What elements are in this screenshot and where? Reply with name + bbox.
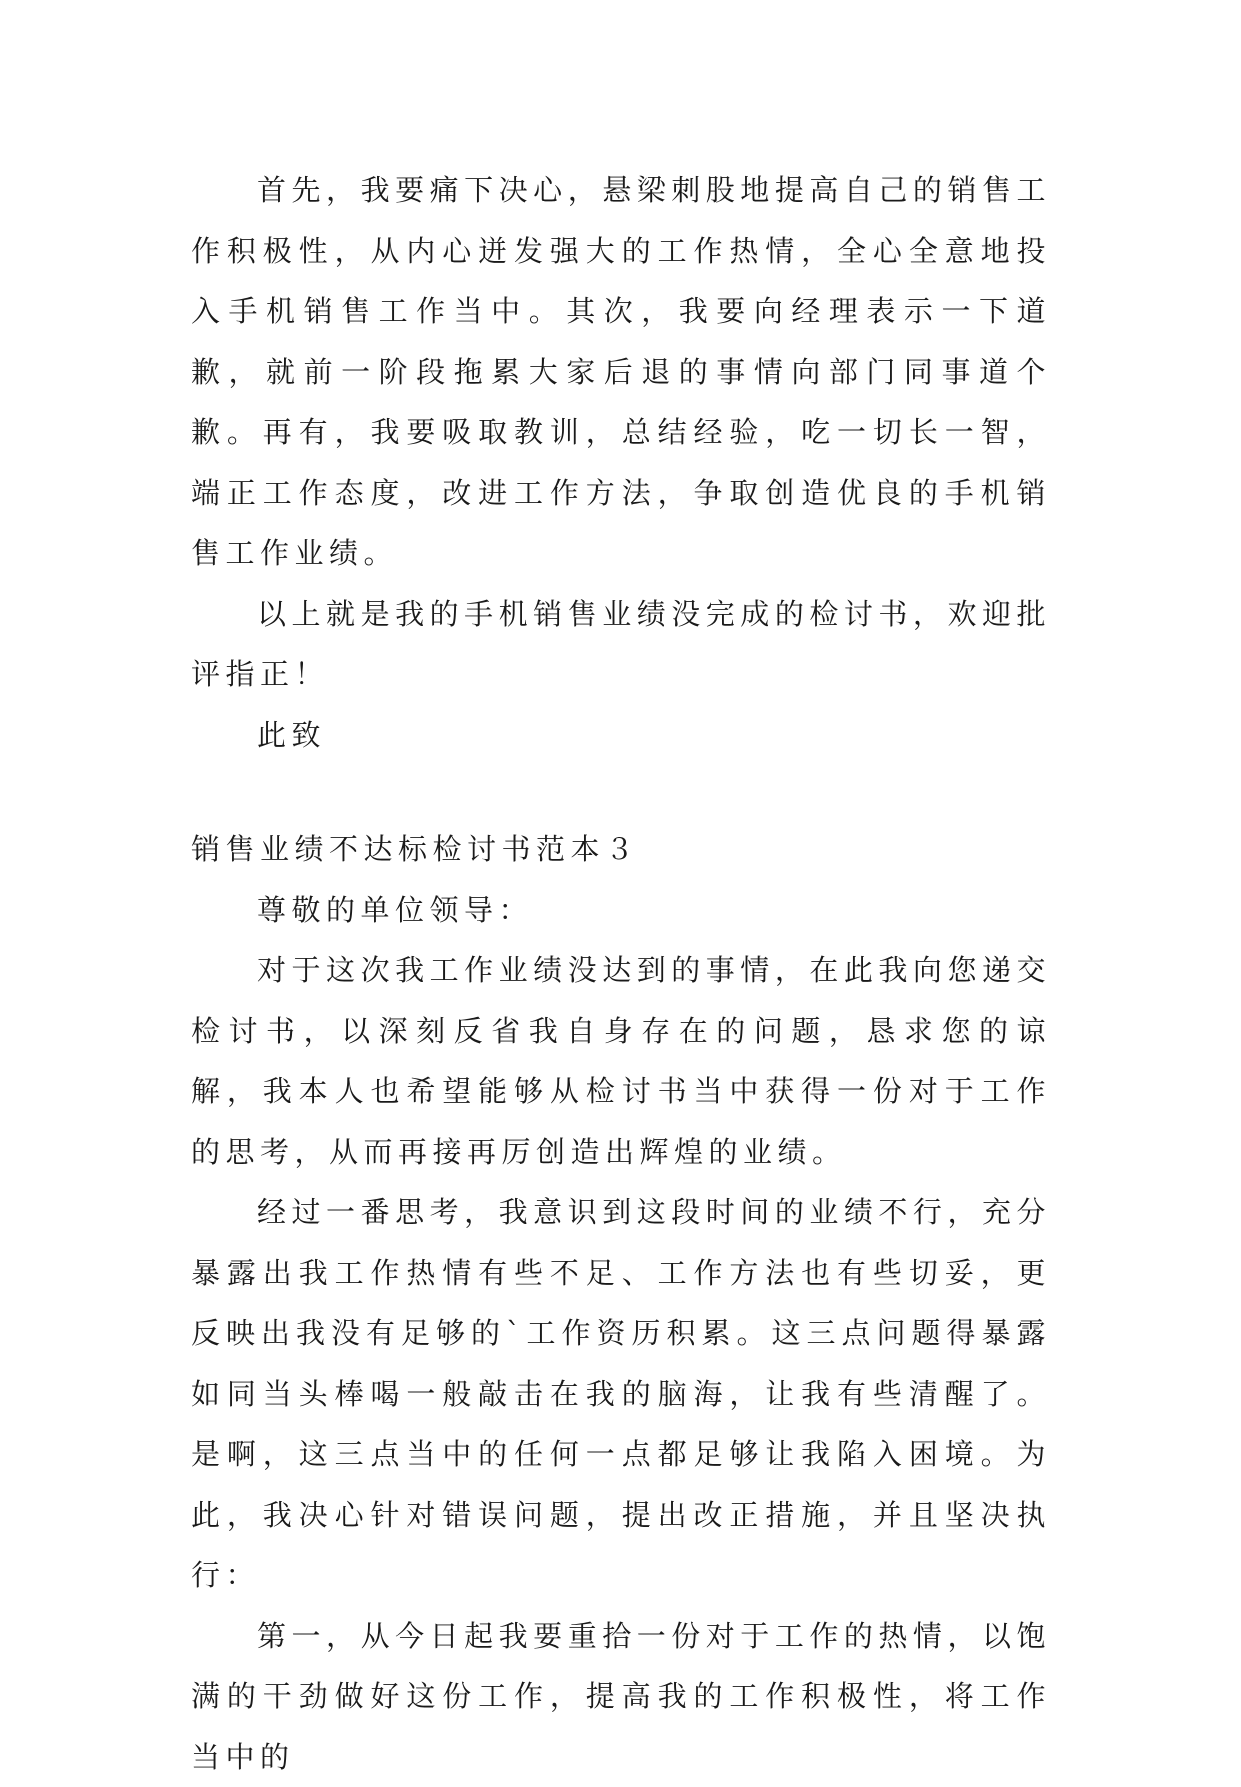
salutation: 尊敬的单位领导：	[191, 880, 1051, 941]
paragraph-first-measure: 第一，从今日起我要重拾一份对于工作的热情，以饱满的干劲做好这份工作，提高我的工作积极性，将工作当中的	[191, 1606, 1051, 1787]
paragraph-reflection: 经过一番思考，我意识到这段时间的业绩不行，充分暴露出我工作热情有些不足、工作方法也有些切妥，更反映出我没有足够的`工作资历积累。这三点问题得暴露如同当头棒喝一般敲击在我的脑海，让我有些清醒了。是啊，这三点当中的任何一点都足够让我陷入困境。为此，我决心针对错误问题，提出改正措施，并且坚决执行：	[191, 1182, 1051, 1606]
paragraph-intro: 对于这次我工作业绩没达到的事情，在此我向您递交检讨书，以深刻反省我自身存在的问题，恳求您的谅解，我本人也希望能够从检讨书当中获得一份对于工作的思考，从而再接再厉创造出辉煌的业绩。	[191, 940, 1051, 1182]
document-body	[191, 160, 1051, 1787]
paragraph-closing: 以上就是我的手机销售业绩没完成的检讨书，欢迎批评指正！	[191, 584, 1051, 705]
section-gap	[191, 765, 1051, 819]
paragraph-regards: 此致	[191, 705, 1051, 766]
paragraph-resolution: 首先，我要痛下决心，悬梁刺股地提高自己的销售工作积极性，从内心迸发强大的工作热情，全心全意地投入手机销售工作当中。其次，我要向经理表示一下道歉，就前一阶段拖累大家后退的事情向部门同事道个歉。再有，我要吸取教训，总结经验，吃一切长一智，端正工作态度，改进工作方法，争取创造优良的手机销售工作业绩。	[191, 160, 1051, 584]
section-title: 销售业绩不达标检讨书范本３	[191, 819, 1051, 880]
